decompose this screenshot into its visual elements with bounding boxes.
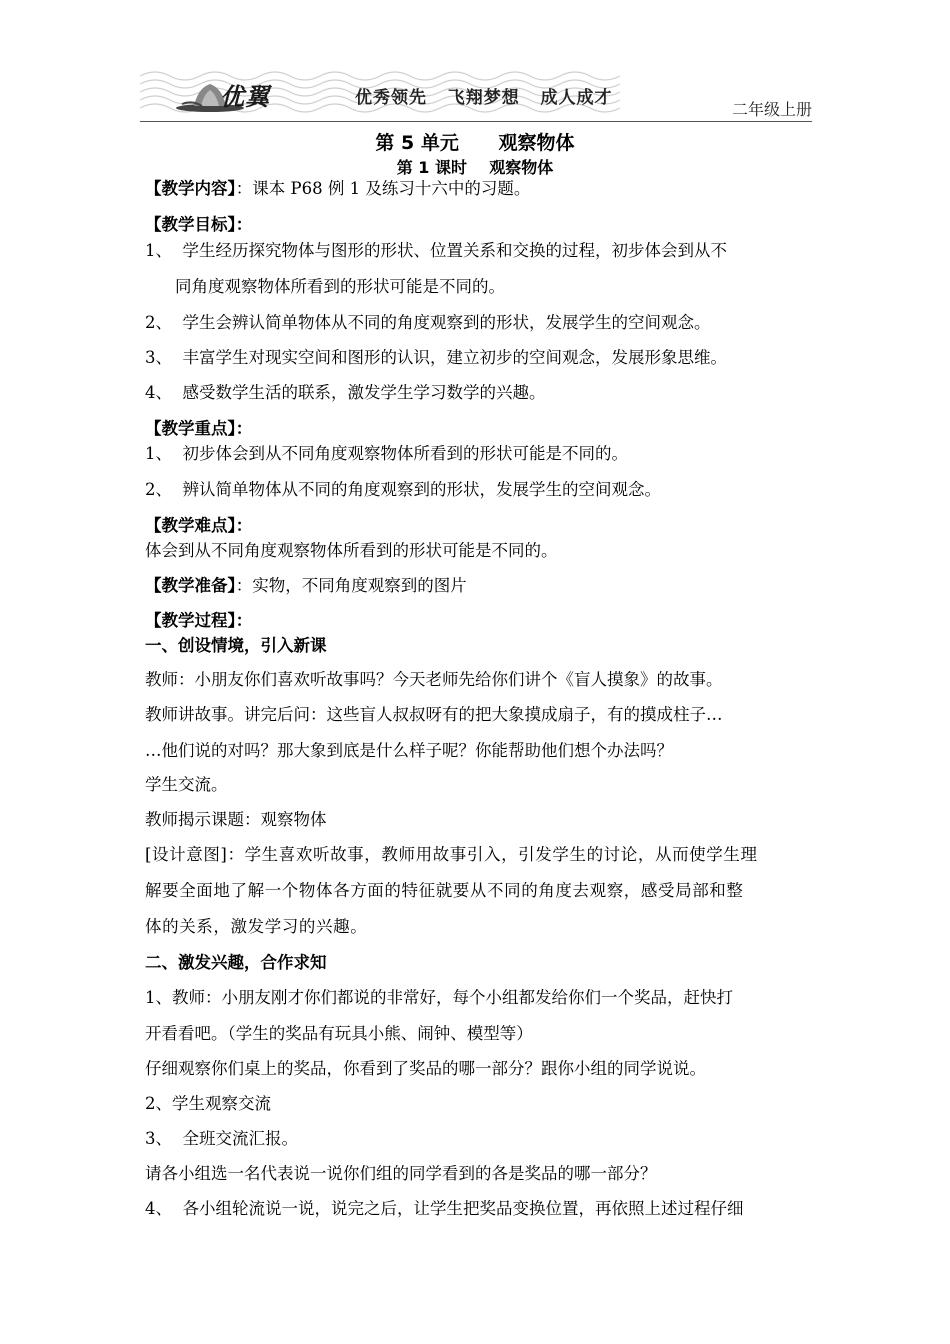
difficulty-heading	[145, 516, 252, 536]
part2-line: 开看看吧。（学生的奖品有玩具小熊、闹钟、模型等）	[145, 1024, 533, 1043]
design-intent-line: [设计意图]：学生喜欢听故事，教师用故事引入，引发学生的讨论，从而使学生理	[145, 845, 758, 864]
design-intent-line: 解要全面地了解一个物体各方面的特征就要从不同的角度去观察，感受局部和整	[145, 881, 744, 900]
goal-item: 2、 学生会辨认简单物体从不同的角度观察到的形状，发展学生的空间观念。	[145, 313, 711, 332]
part2-heading: 二、激发兴趣，合作求知	[145, 953, 327, 972]
part1-line: 教师揭示课题：观察物体	[145, 810, 327, 829]
difficulty-text: 体会到从不同角度观察物体所看到的形状可能是不同的。	[145, 541, 558, 560]
unit-title: 第 5 单元 观察物体	[375, 132, 575, 154]
part2-line: 仔细观察你们桌上的奖品，你看到了奖品的哪一部分？跟你小组的同学说说。	[145, 1059, 706, 1078]
section-label: 【教学内容】	[145, 179, 236, 198]
part1-line: 教师讲故事。讲完后问：这些盲人叔叔呀有的把大象摸成扇子，有的摸成柱子…	[145, 705, 723, 724]
part2-line: 请各小组选一名代表说一说你们组的同学看到的各是奖品的哪一部分？	[145, 1164, 657, 1183]
section-label: 【教学过程】	[145, 611, 236, 630]
key-point-item: 1、 初步体会到从不同角度观察物体所看到的形状可能是不同的。	[145, 444, 628, 463]
goal-item: 1、 学生经历探究物体与图形的形状、位置关系和交换的过程，初步体会到从不	[145, 241, 727, 260]
page-header	[140, 60, 812, 122]
design-intent-line: 体的关系，激发学习的兴趣。	[145, 917, 368, 936]
header-slogan: 优秀领先 飞翔梦想 成人成才	[355, 88, 613, 108]
part1-line: …他们说的对吗？那大象到底是什么样子呢？你能帮助他们想个办法吗？	[145, 741, 673, 760]
part2-line: 2、学生观察交流	[145, 1094, 271, 1113]
goal-item-continued: 同角度观察物体所看到的形状可能是不同的。	[175, 277, 505, 296]
section-colon: ：	[235, 611, 253, 630]
part1-line: 教师：小朋友你们喜欢听故事吗？今天老师先给你们讲个《盲人摸象》的故事。	[145, 670, 723, 689]
grade-label: 二年级上册	[731, 100, 812, 119]
process-heading	[145, 611, 252, 631]
goal-item: 4、 感受数学生活的联系，激发学生学习数学的兴趣。	[145, 383, 546, 402]
part2-line: 4、 各小组轮流说一说，说完之后，让学生把奖品变换位置，再依照上述过程仔细	[145, 1199, 744, 1218]
lesson-title: 第 1 课时 观察物体	[396, 158, 554, 177]
teaching-goals-heading	[145, 215, 252, 235]
key-points-heading	[145, 419, 252, 439]
part2-line: 1、教师：小朋友刚才你们都说的非常好，每个小组都发给你们一个奖品，赶快打	[145, 988, 733, 1007]
section-colon: ：	[235, 516, 253, 535]
part1-line: 学生交流。	[145, 775, 228, 794]
section-label: 【教学重点】	[145, 419, 236, 438]
section-text: ：实物，不同角度观察到的图片	[235, 576, 467, 595]
brand-logo-text: 优翼	[220, 83, 270, 111]
section-label: 【教学难点】	[145, 516, 236, 535]
goal-item: 3、 丰富学生对现实空间和图形的认识，建立初步的空间观念，发展形象思维。	[145, 348, 727, 367]
section-label: 【教学准备】	[145, 576, 236, 595]
teaching-content	[145, 179, 530, 199]
section-colon: ：	[235, 419, 253, 438]
part2-line: 3、 全班交流汇报。	[145, 1129, 298, 1148]
preparation	[145, 576, 467, 596]
section-text: ：课本 P68 例 1 及练习十六中的习题。	[235, 179, 531, 198]
section-label: 【教学目标】	[145, 215, 236, 234]
section-colon: ：	[235, 215, 253, 234]
part1-heading: 一、创设情境，引入新课	[145, 636, 327, 655]
header-divider	[140, 121, 812, 122]
key-point-item: 2、 辨认简单物体从不同的角度观察到的形状，发展学生的空间观念。	[145, 480, 661, 499]
